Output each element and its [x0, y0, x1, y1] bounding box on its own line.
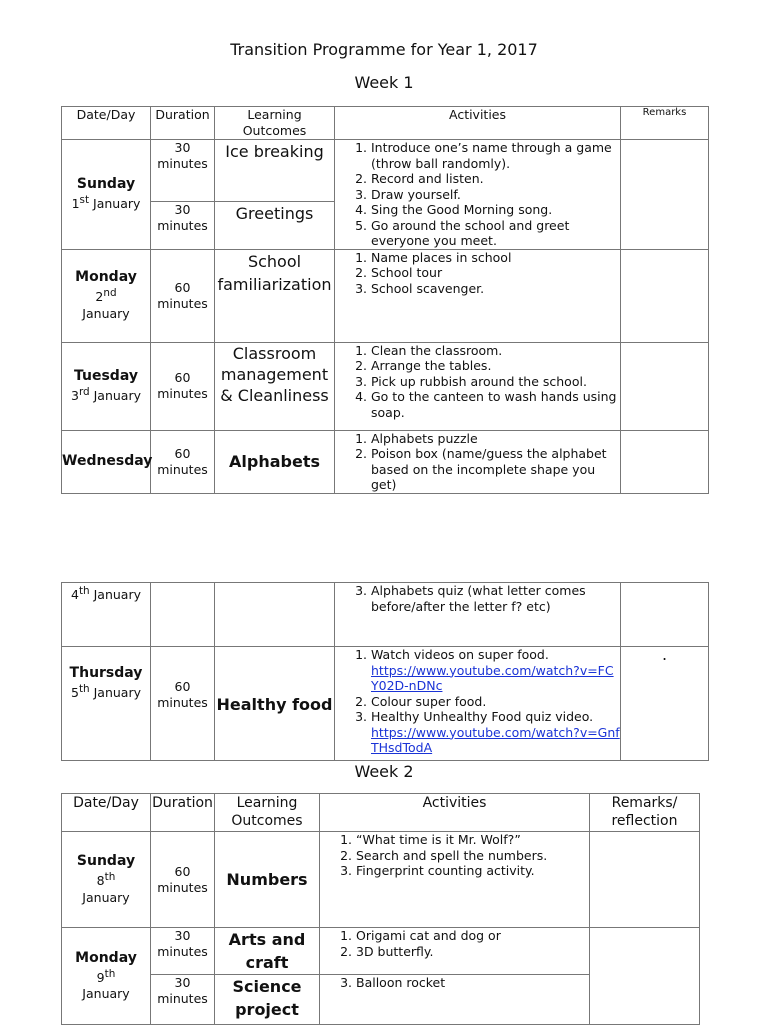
- header-learning-outcomes: Learning Outcomes: [215, 794, 320, 832]
- activity-item: 2. Search and spell the numbers.: [356, 848, 589, 864]
- activities-cell-monday-arts: [320, 928, 590, 975]
- activities-list: [341, 583, 620, 614]
- duration-cell: 30 minutes: [151, 975, 215, 1025]
- outcome-science-project: Science project: [215, 975, 320, 1025]
- activities-cell-monday: [335, 249, 621, 342]
- activity-item: 2. Record and listen.: [371, 171, 620, 187]
- activity-item: 1. Introduce one’s name through a game (throw ball randomly).: [371, 140, 620, 171]
- activities-list: [341, 431, 620, 493]
- outcome-arts-and-craft: Arts and craft: [215, 928, 320, 975]
- activity-item: 4. Go to the canteen to wash hands using soap.: [371, 389, 620, 420]
- video-link[interactable]: https://www.youtube.com/watch?v=GnfTHsdTodA: [371, 724, 620, 755]
- day-name: Monday: [75, 949, 137, 966]
- day-date: 2nd January: [82, 287, 130, 321]
- activities-cell-sunday: [320, 832, 590, 928]
- activities-list: [341, 250, 620, 297]
- document-title: Transition Programme for Year 1, 2017: [230, 40, 538, 59]
- week-2-table: [61, 793, 700, 1025]
- remarks-cell: [590, 832, 700, 928]
- day-date: 5th January: [70, 683, 141, 701]
- activity-item: 1. Origami cat and dog or: [356, 928, 589, 944]
- activities-list: [341, 343, 620, 421]
- date-cell-thursday: [62, 647, 151, 761]
- day-name: Tuesday: [74, 367, 138, 384]
- activity-item: 1. Alphabets puzzle: [371, 431, 620, 447]
- activity-item: 1. Name places in school: [371, 250, 620, 266]
- activity-item: 2. Poison box (name/guess the alphabet based on the incomplete shape you get): [371, 446, 620, 493]
- activities-list: [341, 647, 620, 756]
- week-1-table: [61, 106, 709, 494]
- remarks-cell: [621, 583, 709, 647]
- week-1-table-continued: [61, 582, 709, 761]
- outcome-numbers: Numbers: [215, 832, 320, 928]
- duration-cell: 60 minutes: [151, 832, 215, 928]
- day-date: 8th January: [82, 871, 130, 905]
- activity-item: 3. Draw yourself.: [371, 187, 620, 203]
- day-date: 1st January: [71, 194, 141, 212]
- header-activities: Activities: [320, 794, 590, 832]
- activity-item: 3. Balloon rocket: [356, 975, 589, 991]
- activity-item: 3. Healthy Unhealthy Food quiz video. https://www.youtube.com/watch?v=GnfTHsdTodA: [371, 709, 620, 756]
- activities-cell-tuesday: [335, 342, 621, 430]
- activity-item: 5. Go around the school and greet everyone you meet.: [371, 218, 620, 249]
- activity-item: 2. School tour: [371, 265, 620, 281]
- duration-cell: 30 minutes: [151, 140, 215, 202]
- remarks-cell: .: [621, 647, 709, 761]
- activities-list: [326, 832, 589, 879]
- date-cell-monday: [62, 928, 151, 1025]
- header-activities: Activities: [335, 107, 621, 140]
- duration-cell: 60 minutes: [151, 647, 215, 761]
- activity-item: 1. “What time is it Mr. Wolf?”: [356, 832, 589, 848]
- duration-cell: 60 minutes: [151, 430, 215, 493]
- activities-list: [326, 975, 589, 991]
- header-date: Date/Day: [62, 794, 151, 832]
- outcome-classroom-management: Classroom management & Cleanliness: [215, 342, 335, 430]
- outcome-cell: [215, 583, 335, 647]
- activity-item: 3. Pick up rubbish around the school.: [371, 374, 620, 390]
- week-1-heading: Week 1: [354, 73, 414, 92]
- activity-item: 1. Clean the classroom.: [371, 343, 620, 359]
- date-cell-tuesday: [62, 342, 151, 430]
- date-cell-sunday: [62, 832, 151, 928]
- remarks-cell: [621, 430, 709, 493]
- day-date: 9th January: [82, 967, 130, 1002]
- activities-list: [326, 928, 589, 959]
- outcome-greetings: Greetings: [215, 202, 335, 249]
- outcome-healthy-food: Healthy food: [215, 647, 335, 761]
- date-cell-monday: [62, 249, 151, 342]
- activity-item: 3. Fingerprint counting activity.: [356, 863, 589, 879]
- outcome-ice-breaking: Ice breaking: [215, 140, 335, 202]
- remarks-cell: [621, 342, 709, 430]
- header-remarks: Remarks: [621, 107, 709, 140]
- day-date: 3rd January: [70, 385, 142, 404]
- activity-item: 4. Sing the Good Morning song.: [371, 202, 620, 218]
- activity-item: 1. Watch videos on super food. https://www.youtube.com/watch?v=FCY02D-nDNc: [371, 647, 620, 694]
- remarks-cell: [621, 249, 709, 342]
- duration-cell: 30 minutes: [151, 202, 215, 249]
- activities-cell-thursday: [335, 647, 621, 761]
- remarks-cell: [590, 928, 700, 1025]
- duration-cell: 30 minutes: [151, 928, 215, 975]
- date-cell-wednesday: Wednesday: [62, 430, 151, 493]
- duration-cell: 60 minutes: [151, 249, 215, 342]
- video-link[interactable]: https://www.youtube.com/watch?v=FCY02D-nDNc: [371, 662, 614, 693]
- date-cell-wednesday-continued: 4th January: [62, 583, 151, 647]
- remarks-cell: [621, 140, 709, 250]
- duration-cell: [151, 583, 215, 647]
- activity-item: 3. Alphabets quiz (what letter comes before/after the letter f? etc): [371, 583, 620, 614]
- header-date: Date/Day: [62, 107, 151, 140]
- outcome-school-familiarization: School familiarization: [215, 249, 335, 342]
- day-name: Thursday: [69, 665, 143, 681]
- header-remarks-reflection: Remarks/ reflection: [590, 794, 700, 832]
- activity-item: 3. School scavenger.: [371, 281, 620, 297]
- activities-cell-monday-science: [320, 975, 590, 1025]
- outcome-alphabets: Alphabets: [215, 430, 335, 493]
- activity-item: 2. Colour super food.: [371, 694, 620, 710]
- activity-item: 2. Arrange the tables.: [371, 358, 620, 374]
- day-name: Sunday: [76, 176, 136, 193]
- date-cell-sunday: [62, 140, 151, 250]
- day-name: Sunday: [76, 853, 136, 870]
- activities-cell-sunday: [335, 140, 621, 250]
- activities-cell-wednesday: [335, 430, 621, 493]
- header-learning-outcomes: Learning Outcomes: [215, 107, 335, 140]
- header-duration: Duration: [151, 794, 215, 832]
- activities-list: [341, 140, 620, 249]
- activity-item: 2. 3D butterfly.: [356, 944, 589, 960]
- day-name: Monday: [75, 269, 137, 286]
- week-2-heading: Week 2: [354, 762, 414, 781]
- activities-cell-wednesday-continued: [335, 583, 621, 647]
- header-duration: Duration: [151, 107, 215, 140]
- duration-cell: 60 minutes: [151, 342, 215, 430]
